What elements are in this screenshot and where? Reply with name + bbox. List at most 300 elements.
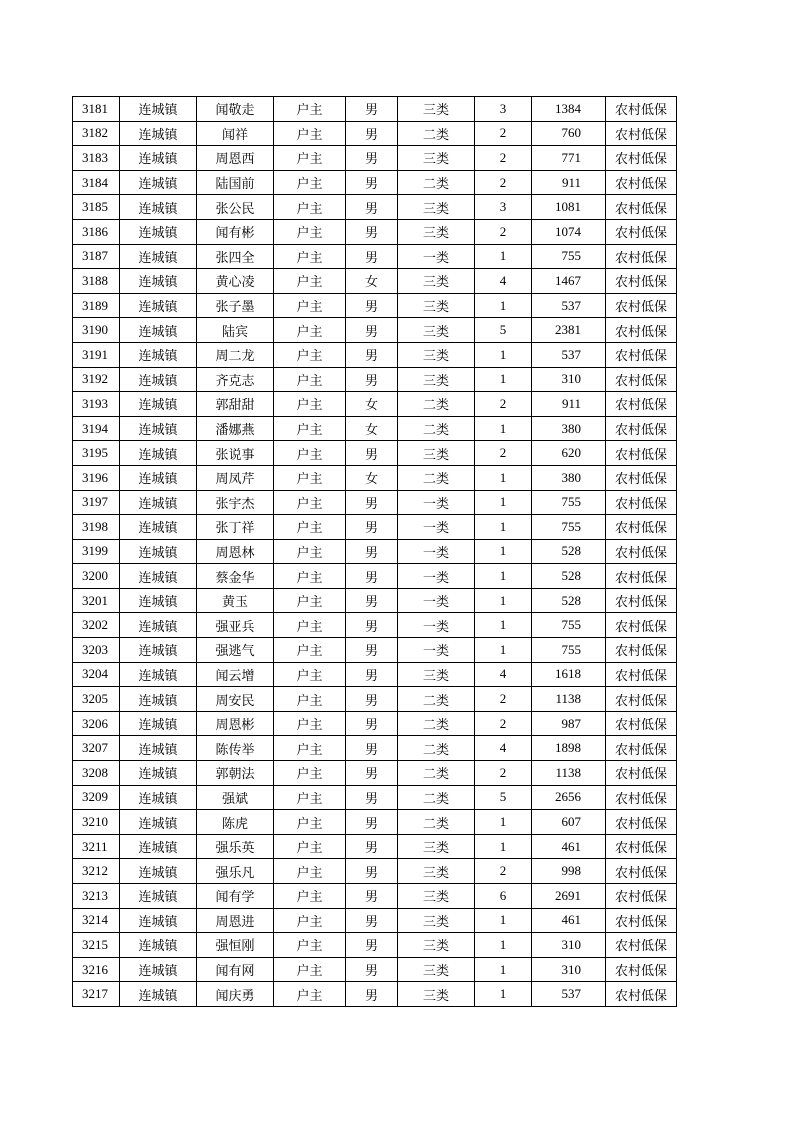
cell-gender: 男 [346, 884, 398, 909]
table-row [73, 539, 677, 564]
table-row [73, 441, 677, 466]
cell-category: 二类 [398, 687, 475, 712]
cell-town: 连城镇 [120, 416, 197, 441]
cell-household-size: 1 [475, 539, 532, 564]
cell-town: 连城镇 [120, 834, 197, 859]
cell-row-number: 3199 [73, 539, 120, 564]
cell-town: 连城镇 [120, 613, 197, 638]
cell-row-number: 3203 [73, 638, 120, 663]
table-row [73, 342, 677, 367]
cell-amount: 310 [532, 367, 606, 392]
cell-household-size: 4 [475, 269, 532, 294]
cell-name: 潘娜燕 [197, 416, 274, 441]
cell-amount: 755 [532, 613, 606, 638]
table-row [73, 244, 677, 269]
cell-category: 一类 [398, 539, 475, 564]
cell-relation: 户主 [274, 465, 346, 490]
table-row [73, 613, 677, 638]
cell-name: 闻敬走 [197, 97, 274, 122]
cell-amount: 537 [532, 342, 606, 367]
table-row [73, 269, 677, 294]
cell-gender: 男 [346, 662, 398, 687]
cell-amount: 537 [532, 293, 606, 318]
cell-program: 农村低保 [606, 662, 677, 687]
cell-amount: 760 [532, 121, 606, 146]
cell-relation: 户主 [274, 859, 346, 884]
cell-name: 强亚兵 [197, 613, 274, 638]
cell-name: 陆国前 [197, 170, 274, 195]
cell-name: 闻有彬 [197, 219, 274, 244]
cell-row-number: 3211 [73, 834, 120, 859]
cell-town: 连城镇 [120, 367, 197, 392]
cell-household-size: 1 [475, 342, 532, 367]
cell-program: 农村低保 [606, 908, 677, 933]
cell-category: 一类 [398, 490, 475, 515]
table-row [73, 711, 677, 736]
cell-household-size: 6 [475, 884, 532, 909]
cell-town: 连城镇 [120, 957, 197, 982]
cell-gender: 女 [346, 465, 398, 490]
cell-row-number: 3208 [73, 761, 120, 786]
cell-row-number: 3182 [73, 121, 120, 146]
cell-program: 农村低保 [606, 342, 677, 367]
cell-relation: 户主 [274, 761, 346, 786]
cell-program: 农村低保 [606, 121, 677, 146]
table-row [73, 416, 677, 441]
cell-town: 连城镇 [120, 269, 197, 294]
cell-household-size: 3 [475, 195, 532, 220]
cell-relation: 户主 [274, 711, 346, 736]
cell-category: 三类 [398, 859, 475, 884]
cell-gender: 男 [346, 613, 398, 638]
cell-town: 连城镇 [120, 810, 197, 835]
cell-program: 农村低保 [606, 613, 677, 638]
cell-category: 三类 [398, 293, 475, 318]
cell-program: 农村低保 [606, 146, 677, 171]
cell-category: 三类 [398, 982, 475, 1007]
cell-row-number: 3194 [73, 416, 120, 441]
cell-row-number: 3215 [73, 933, 120, 958]
cell-town: 连城镇 [120, 146, 197, 171]
cell-name: 强恒刚 [197, 933, 274, 958]
cell-category: 二类 [398, 711, 475, 736]
cell-town: 连城镇 [120, 933, 197, 958]
cell-program: 农村低保 [606, 465, 677, 490]
cell-gender: 男 [346, 121, 398, 146]
cell-town: 连城镇 [120, 515, 197, 540]
cell-relation: 户主 [274, 392, 346, 417]
cell-category: 三类 [398, 146, 475, 171]
cell-name: 闻云增 [197, 662, 274, 687]
cell-household-size: 1 [475, 933, 532, 958]
cell-town: 连城镇 [120, 465, 197, 490]
cell-name: 张宇杰 [197, 490, 274, 515]
cell-town: 连城镇 [120, 564, 197, 589]
cell-amount: 380 [532, 465, 606, 490]
cell-name: 齐克志 [197, 367, 274, 392]
cell-town: 连城镇 [120, 342, 197, 367]
cell-town: 连城镇 [120, 441, 197, 466]
cell-household-size: 2 [475, 392, 532, 417]
table-row [73, 810, 677, 835]
cell-row-number: 3202 [73, 613, 120, 638]
cell-row-number: 3183 [73, 146, 120, 171]
cell-category: 三类 [398, 908, 475, 933]
cell-program: 农村低保 [606, 638, 677, 663]
cell-town: 连城镇 [120, 785, 197, 810]
cell-town: 连城镇 [120, 121, 197, 146]
cell-gender: 男 [346, 933, 398, 958]
table-row [73, 515, 677, 540]
cell-program: 农村低保 [606, 539, 677, 564]
cell-gender: 男 [346, 588, 398, 613]
cell-gender: 女 [346, 416, 398, 441]
table-row [73, 564, 677, 589]
table-row [73, 785, 677, 810]
cell-household-size: 2 [475, 761, 532, 786]
cell-household-size: 2 [475, 711, 532, 736]
cell-amount: 310 [532, 933, 606, 958]
cell-gender: 男 [346, 490, 398, 515]
cell-amount: 528 [532, 564, 606, 589]
cell-category: 三类 [398, 219, 475, 244]
cell-household-size: 1 [475, 515, 532, 540]
cell-town: 连城镇 [120, 588, 197, 613]
cell-household-size: 4 [475, 662, 532, 687]
table-row [73, 146, 677, 171]
cell-name: 闻有学 [197, 884, 274, 909]
cell-town: 连城镇 [120, 761, 197, 786]
cell-household-size: 1 [475, 367, 532, 392]
cell-household-size: 1 [475, 293, 532, 318]
cell-relation: 户主 [274, 662, 346, 687]
cell-relation: 户主 [274, 564, 346, 589]
cell-gender: 男 [346, 834, 398, 859]
cell-relation: 户主 [274, 244, 346, 269]
cell-name: 张说事 [197, 441, 274, 466]
cell-row-number: 3216 [73, 957, 120, 982]
cell-relation: 户主 [274, 736, 346, 761]
cell-gender: 男 [346, 761, 398, 786]
cell-name: 黄心凌 [197, 269, 274, 294]
cell-relation: 户主 [274, 687, 346, 712]
cell-gender: 男 [346, 515, 398, 540]
cell-program: 农村低保 [606, 367, 677, 392]
cell-name: 张丁祥 [197, 515, 274, 540]
cell-row-number: 3200 [73, 564, 120, 589]
cell-relation: 户主 [274, 269, 346, 294]
cell-row-number: 3188 [73, 269, 120, 294]
cell-gender: 男 [346, 318, 398, 343]
cell-category: 一类 [398, 588, 475, 613]
cell-relation: 户主 [274, 515, 346, 540]
cell-category: 三类 [398, 342, 475, 367]
cell-household-size: 5 [475, 785, 532, 810]
cell-relation: 户主 [274, 933, 346, 958]
cell-town: 连城镇 [120, 244, 197, 269]
table-row [73, 687, 677, 712]
cell-town: 连城镇 [120, 170, 197, 195]
cell-name: 强逃气 [197, 638, 274, 663]
cell-amount: 755 [532, 244, 606, 269]
cell-amount: 1618 [532, 662, 606, 687]
cell-name: 陈虎 [197, 810, 274, 835]
cell-household-size: 1 [475, 908, 532, 933]
cell-row-number: 3197 [73, 490, 120, 515]
cell-gender: 男 [346, 638, 398, 663]
cell-relation: 户主 [274, 785, 346, 810]
cell-town: 连城镇 [120, 638, 197, 663]
cell-relation: 户主 [274, 810, 346, 835]
table-row [73, 588, 677, 613]
cell-household-size: 4 [475, 736, 532, 761]
cell-relation: 户主 [274, 834, 346, 859]
cell-category: 二类 [398, 416, 475, 441]
cell-row-number: 3193 [73, 392, 120, 417]
cell-relation: 户主 [274, 195, 346, 220]
cell-household-size: 2 [475, 170, 532, 195]
table-row [73, 195, 677, 220]
cell-program: 农村低保 [606, 810, 677, 835]
cell-relation: 户主 [274, 342, 346, 367]
cell-name: 周恩林 [197, 539, 274, 564]
cell-row-number: 3217 [73, 982, 120, 1007]
cell-town: 连城镇 [120, 293, 197, 318]
cell-amount: 911 [532, 170, 606, 195]
cell-program: 农村低保 [606, 834, 677, 859]
cell-town: 连城镇 [120, 97, 197, 122]
cell-gender: 男 [346, 367, 398, 392]
table-row [73, 170, 677, 195]
cell-gender: 男 [346, 342, 398, 367]
cell-category: 一类 [398, 244, 475, 269]
cell-amount: 1898 [532, 736, 606, 761]
cell-name: 黄玉 [197, 588, 274, 613]
cell-household-size: 2 [475, 146, 532, 171]
cell-program: 农村低保 [606, 97, 677, 122]
cell-gender: 男 [346, 908, 398, 933]
cell-gender: 男 [346, 219, 398, 244]
cell-gender: 男 [346, 957, 398, 982]
cell-row-number: 3186 [73, 219, 120, 244]
cell-household-size: 1 [475, 810, 532, 835]
table-row [73, 662, 677, 687]
cell-amount: 537 [532, 982, 606, 1007]
cell-name: 张子墨 [197, 293, 274, 318]
cell-gender: 男 [346, 539, 398, 564]
cell-category: 二类 [398, 736, 475, 761]
cell-household-size: 1 [475, 416, 532, 441]
cell-amount: 461 [532, 908, 606, 933]
cell-program: 农村低保 [606, 392, 677, 417]
cell-gender: 男 [346, 711, 398, 736]
cell-amount: 987 [532, 711, 606, 736]
cell-relation: 户主 [274, 957, 346, 982]
cell-name: 强斌 [197, 785, 274, 810]
cell-row-number: 3212 [73, 859, 120, 884]
cell-name: 闻有网 [197, 957, 274, 982]
cell-program: 农村低保 [606, 588, 677, 613]
cell-row-number: 3201 [73, 588, 120, 613]
cell-row-number: 3205 [73, 687, 120, 712]
cell-gender: 男 [346, 441, 398, 466]
cell-name: 周安民 [197, 687, 274, 712]
cell-name: 周恩进 [197, 908, 274, 933]
cell-row-number: 3204 [73, 662, 120, 687]
cell-town: 连城镇 [120, 490, 197, 515]
cell-gender: 男 [346, 244, 398, 269]
table-row [73, 859, 677, 884]
cell-name: 强乐英 [197, 834, 274, 859]
cell-amount: 620 [532, 441, 606, 466]
cell-amount: 911 [532, 392, 606, 417]
cell-amount: 380 [532, 416, 606, 441]
cell-household-size: 1 [475, 982, 532, 1007]
cell-relation: 户主 [274, 490, 346, 515]
table-row [73, 982, 677, 1007]
cell-row-number: 3195 [73, 441, 120, 466]
cell-gender: 男 [346, 195, 398, 220]
cell-relation: 户主 [274, 441, 346, 466]
cell-amount: 755 [532, 515, 606, 540]
cell-household-size: 2 [475, 121, 532, 146]
cell-name: 强乐凡 [197, 859, 274, 884]
cell-program: 农村低保 [606, 416, 677, 441]
table-row [73, 638, 677, 663]
cell-category: 三类 [398, 97, 475, 122]
cell-relation: 户主 [274, 146, 346, 171]
cell-name: 张公民 [197, 195, 274, 220]
cell-amount: 528 [532, 539, 606, 564]
cell-relation: 户主 [274, 416, 346, 441]
cell-category: 二类 [398, 785, 475, 810]
cell-program: 农村低保 [606, 293, 677, 318]
cell-program: 农村低保 [606, 859, 677, 884]
cell-household-size: 1 [475, 957, 532, 982]
cell-amount: 2691 [532, 884, 606, 909]
cell-amount: 1138 [532, 687, 606, 712]
cell-category: 三类 [398, 834, 475, 859]
cell-household-size: 1 [475, 588, 532, 613]
cell-row-number: 3210 [73, 810, 120, 835]
cell-program: 农村低保 [606, 244, 677, 269]
table-row [73, 392, 677, 417]
cell-relation: 户主 [274, 219, 346, 244]
cell-program: 农村低保 [606, 490, 677, 515]
cell-town: 连城镇 [120, 662, 197, 687]
cell-amount: 1138 [532, 761, 606, 786]
table-row [73, 736, 677, 761]
cell-program: 农村低保 [606, 170, 677, 195]
table-row [73, 884, 677, 909]
cell-amount: 461 [532, 834, 606, 859]
cell-category: 三类 [398, 957, 475, 982]
cell-household-size: 1 [475, 490, 532, 515]
cell-gender: 男 [346, 810, 398, 835]
cell-row-number: 3187 [73, 244, 120, 269]
cell-row-number: 3190 [73, 318, 120, 343]
cell-household-size: 1 [475, 465, 532, 490]
table-row [73, 465, 677, 490]
cell-program: 农村低保 [606, 687, 677, 712]
cell-relation: 户主 [274, 539, 346, 564]
cell-town: 连城镇 [120, 982, 197, 1007]
cell-category: 二类 [398, 170, 475, 195]
cell-row-number: 3189 [73, 293, 120, 318]
cell-gender: 男 [346, 785, 398, 810]
cell-name: 郭甜甜 [197, 392, 274, 417]
cell-amount: 998 [532, 859, 606, 884]
cell-program: 农村低保 [606, 884, 677, 909]
cell-town: 连城镇 [120, 318, 197, 343]
cell-gender: 男 [346, 146, 398, 171]
cell-relation: 户主 [274, 121, 346, 146]
table-row [73, 318, 677, 343]
cell-row-number: 3192 [73, 367, 120, 392]
cell-program: 农村低保 [606, 711, 677, 736]
cell-row-number: 3207 [73, 736, 120, 761]
cell-name: 蔡金华 [197, 564, 274, 589]
cell-category: 三类 [398, 367, 475, 392]
cell-category: 二类 [398, 121, 475, 146]
cell-name: 张四全 [197, 244, 274, 269]
cell-gender: 男 [346, 97, 398, 122]
cell-category: 一类 [398, 613, 475, 638]
cell-relation: 户主 [274, 884, 346, 909]
cell-program: 农村低保 [606, 515, 677, 540]
cell-amount: 2381 [532, 318, 606, 343]
table-row [73, 293, 677, 318]
cell-relation: 户主 [274, 97, 346, 122]
cell-category: 三类 [398, 318, 475, 343]
cell-household-size: 1 [475, 638, 532, 663]
cell-amount: 607 [532, 810, 606, 835]
cell-category: 二类 [398, 810, 475, 835]
cell-gender: 女 [346, 269, 398, 294]
cell-name: 闻庆勇 [197, 982, 274, 1007]
cell-program: 农村低保 [606, 933, 677, 958]
cell-household-size: 1 [475, 834, 532, 859]
cell-amount: 1384 [532, 97, 606, 122]
table-row [73, 908, 677, 933]
cell-category: 三类 [398, 933, 475, 958]
cell-relation: 户主 [274, 170, 346, 195]
cell-relation: 户主 [274, 613, 346, 638]
cell-amount: 310 [532, 957, 606, 982]
cell-relation: 户主 [274, 367, 346, 392]
cell-name: 陆宾 [197, 318, 274, 343]
cell-row-number: 3181 [73, 97, 120, 122]
cell-category: 三类 [398, 662, 475, 687]
cell-gender: 男 [346, 170, 398, 195]
cell-name: 周恩西 [197, 146, 274, 171]
cell-row-number: 3214 [73, 908, 120, 933]
cell-amount: 755 [532, 638, 606, 663]
cell-name: 闻祥 [197, 121, 274, 146]
cell-category: 三类 [398, 195, 475, 220]
cell-amount: 755 [532, 490, 606, 515]
cell-relation: 户主 [274, 908, 346, 933]
cell-category: 一类 [398, 564, 475, 589]
cell-program: 农村低保 [606, 785, 677, 810]
cell-household-size: 3 [475, 97, 532, 122]
table-body [73, 97, 677, 1007]
cell-gender: 男 [346, 293, 398, 318]
cell-town: 连城镇 [120, 908, 197, 933]
cell-gender: 男 [346, 736, 398, 761]
cell-category: 三类 [398, 269, 475, 294]
cell-program: 农村低保 [606, 269, 677, 294]
